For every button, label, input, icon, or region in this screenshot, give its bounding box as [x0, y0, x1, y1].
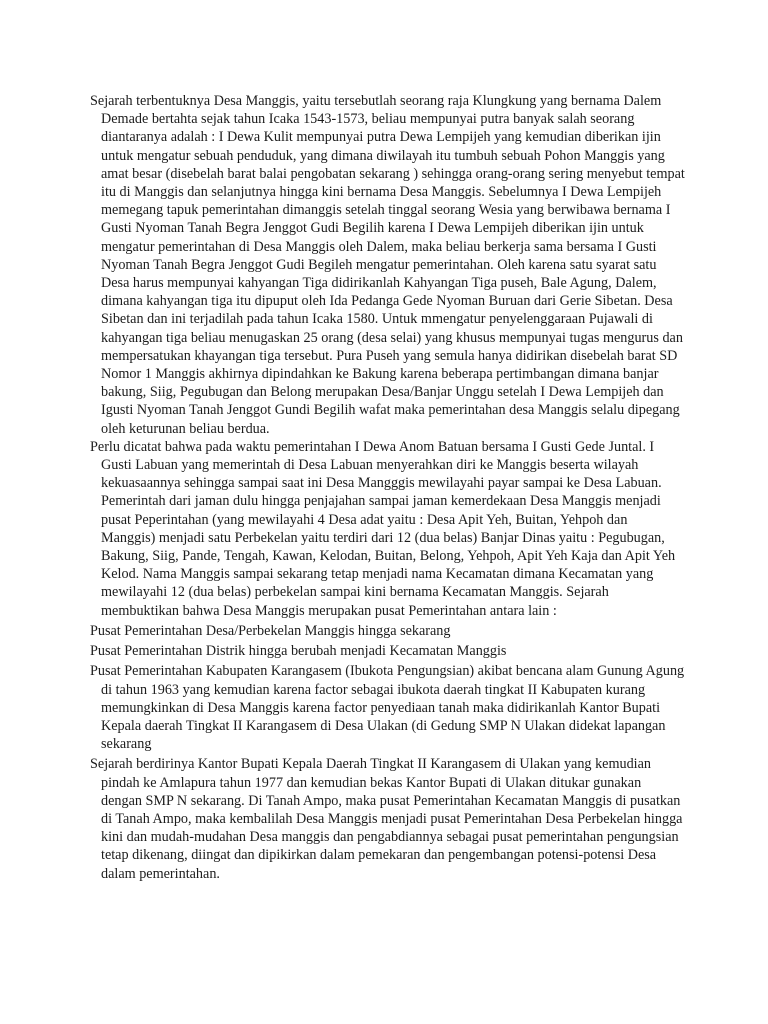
document-body [90, 92, 685, 883]
center-item-district: Pusat Pemerintahan Distrik hingga berubah menjadi Kecamatan Manggis [90, 643, 507, 660]
history-paragraph: Sejarah terbentuknya Desa Manggis, yaitu tersebutlah seorang raja Klungkung yang bernama Dalem Demade bertahta sejak tahun Icaka 1543-1573, beliau mempunyai putra banyak salah seorang diantaranya adalah : I Dewa Kulit mempunyai putra Dewa Lempijeh yang kemudian diberikan ijin untuk mengatur sebuah penduduk, yang dimana diwilayah itu tumbuh sebuah Pohon Manggis yang amat besar (disebelah barat balai pengobatan sekarang ) sehingga orang-orang sering menyebut tempat itu di Manggis dan selanjutnya hingga kini bernama Desa Manggis. Sebelumnya I Dewa Lempijeh memegang tapuk pemerintahan dimanggis setelah tinggal seorang Wesia yang berwibawa bernama I Gusti Nyoman Tanah Begra Jenggot Gudi Begilih karena I Dewa Lempijeh diberikan ijin untuk mengatur pemerintahan di Desa Manggis oleh Dalem, maka beliau berkerja sama bersama I Gusti Nyoman Tanah Begra Jenggot Gudi Begileh mengatur pemerintahan. Oleh karena satu syarat satu Desa harus mempunyai kahyangan Tiga didirikanlah Kahyangan Tiga puseh, Bale Agung, Dalem, dimana kahyangan tiga itu dipuput oleh Ida Pedanga Gede Nyoman Buruan dari Gerie Sibetan. Desa Sibetan dan ini terjadilah pada tahun Icaka 1580. Untuk mmengatur penyelenggaraan Pujawali di kahyangan tiga beliau menugaskan 25 orang (desa selai) yang khusus mempunyai tugas mengurus dan mempersatukan khayangan tiga tersebut. Pura Puseh yang semula hanya didirikan disebelah barat SD Nomor 1 Manggis akhirnya dipindahkan ke Bakung karena beberapa pertimbangan dimana banjar bakung, Siig, Pegubugan dan Belong merupakan Desa/Banjar Unggu setelah I Dewa Lempijeh dan Igusti Nyoman Tanah Jenggot Gundi Begilih wafat maka pemerintahan desa Manggis selalu dipegang oleh keturunan beliau berdua. [90, 93, 685, 437]
office-history-paragraph: Sejarah berdirinya Kantor Bupati Kepala Daerah Tingkat II Karangasem di Ulakan yang kemudian pindah ke Amlapura tahun 1977 dan kemudian bekas Kantor Bupati di Ulakan ditukar gunakan dengan SMP N sekarang. Di Tanah Ampo, maka pusat Pemerintahan Kecamatan Manggis di pusatkan di Tanah Ampo, maka kembalilah Desa Manggis menjadi pusat Pemerintahan Desa Perbekelan hingga kini dan mudah-mudahan Desa manggis dan pengabdiannya sebagai pusat pemerintahan pengungsian tetap dikenang, diingat dan dipikirkan dalam pemekaran dan pengembangan potensi-potensi Desa dalam pemerintahan. [90, 756, 683, 882]
center-item-regency: Pusat Pemerintahan Kabupaten Karangasem (Ibukota Pengungsian) akibat bencana alam Gunung Agung di tahun 1963 yang kemudian karena factor sebagai ibukota daerah tingkat II Kabupaten kurang memungkinkan di Desa Manggis karena factor penyediaan tanah maka didirikanlah Kantor Bupati Kepala daerah Tingkat II Karangasem di Desa Ulakan (di Gedung SMP N Ulakan didekat lapangan sekarang [90, 663, 685, 753]
note-paragraph: Perlu dicatat bahwa pada waktu pemerintahan I Dewa Anom Batuan bersama I Gusti Gede Juntal. I Gusti Labuan yang memerintah di Desa Labuan menyerahkan diri ke Manggis beserta wilayah kekuasaannya sehingga sampai saat ini Desa Mangggis mewilayahi payar sampai ke Desa Labuan. Pemerintah dari jaman dulu hingga penjajahan sampai jaman kemerdekaan Desa Manggis menjadi pusat Peperintahan (yang mewilayahi 4 Desa adat yaitu : Desa Apit Yeh, Buitan, Yehpoh dan Manggis) menjadi satu Perbekelan yaitu terdiri dari 12 (dua belas) Banjar Dinas yaitu : Pegubugan, Bakung, Siig, Pande, Tengah, Kawan, Kelodan, Buitan, Belong, Yehpoh, Apit Yeh Kaja dan Apit Yeh Kelod. Nama Manggis sampai sekarang tetap menjadi nama Kecamatan dimana Kecamatan yang mewilayahi 12 (dua belas) perbekelan sampai kini bernama Kecamatan Manggis. Sejarah membuktikan bahwa Desa Manggis merupakan pusat Pemerintahan antara lain : [90, 438, 676, 619]
center-item-village: Pusat Pemerintahan Desa/Perbekelan Manggis hingga sekarang [90, 622, 451, 639]
